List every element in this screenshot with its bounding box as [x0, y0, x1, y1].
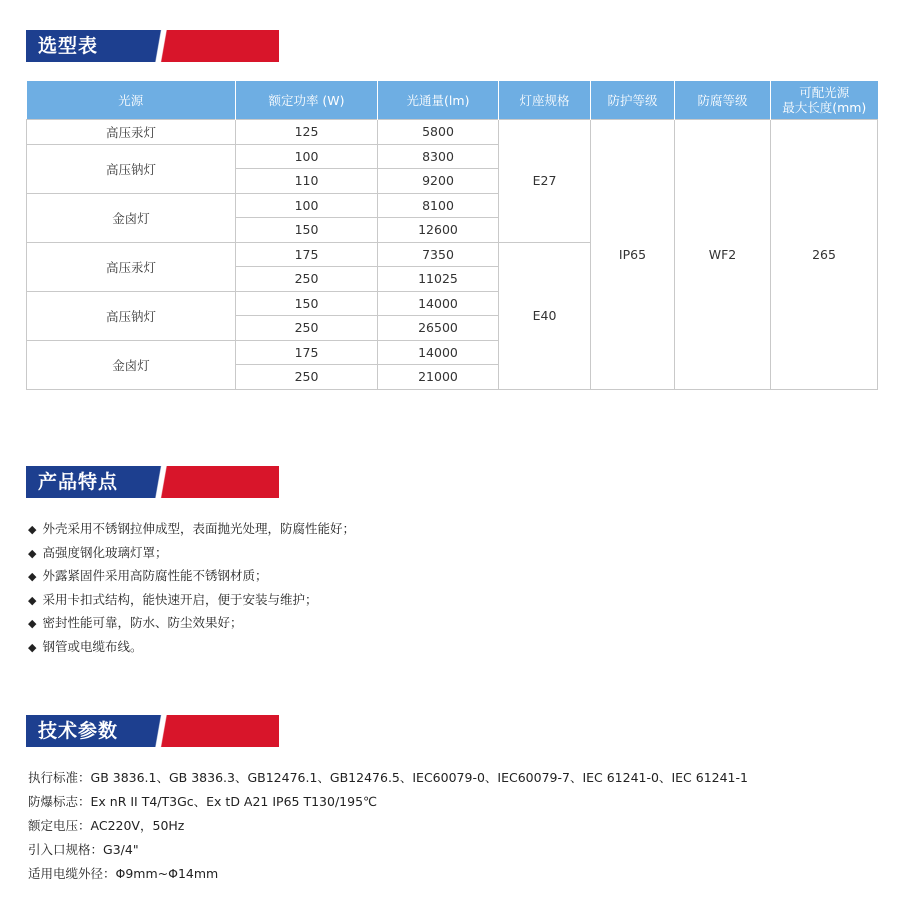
diamond-bullet-icon: ◆ [28, 593, 37, 607]
cell-source: 高压钠灯 [27, 144, 236, 193]
diamond-bullet-icon: ◆ [28, 523, 37, 536]
section-header-tech-params [26, 715, 279, 747]
cell-power: 110 [236, 169, 378, 194]
diamond-bullet-icon: ◆ [28, 640, 37, 654]
list-item [28, 588, 355, 612]
feature-text: 外壳采用不锈钢拉伸成型，表面抛光处理，防腐性能好； [42, 521, 355, 536]
col-header-source: 光源 [27, 81, 236, 120]
cell-max-length: 265 [771, 120, 878, 390]
cell-source: 金卤灯 [27, 193, 236, 242]
section-title: 技术参数 [38, 720, 119, 742]
tech-value: Φ9mm~Φ14mm [115, 866, 219, 881]
tech-row-voltage [28, 814, 748, 838]
cell-power: 175 [236, 340, 378, 365]
feature-text: 钢管或电缆布线。 [42, 638, 143, 654]
tech-value: GB 3836.1、GB 3836.3、GB12476.1、GB12476.5、IEC60079-0、IEC60079-7、IEC 61241-0、IEC 61241-1 [90, 770, 748, 785]
list-item [28, 564, 355, 588]
diamond-bullet-icon: ◆ [28, 570, 37, 583]
tech-label: 额定电压： [28, 818, 91, 833]
cell-flux: 9200 [378, 169, 499, 194]
tech-label: 适用电缆外径： [28, 866, 116, 881]
list-item [28, 517, 355, 541]
diamond-bullet-icon: ◆ [28, 546, 37, 560]
list-item [28, 635, 355, 659]
cell-power: 125 [236, 120, 378, 145]
table-header-row [27, 81, 878, 120]
feature-text: 外露紧固件采用高防腐性能不锈钢材质； [42, 568, 268, 583]
section-header-features [26, 466, 279, 498]
cell-flux: 26500 [378, 316, 499, 341]
cell-power: 150 [236, 291, 378, 316]
cell-power: 250 [236, 365, 378, 390]
features-list [28, 517, 355, 658]
cell-power: 175 [236, 242, 378, 267]
table-row [27, 120, 878, 145]
cell-base-e40: E40 [499, 242, 591, 389]
cell-flux: 5800 [378, 120, 499, 145]
section-header-selection-table [26, 30, 279, 62]
col-header-max-length-line2: 最大长度(mm) [782, 100, 867, 115]
tech-value: Ex nR II T4/T3Gc、Ex tD A21 IP65 T130/195℃ [90, 794, 378, 809]
tech-label: 防爆标志： [28, 794, 91, 809]
tech-value: G3/4" [103, 842, 139, 857]
list-item [28, 541, 355, 565]
cell-protection: IP65 [591, 120, 675, 390]
cell-power: 250 [236, 316, 378, 341]
cell-power: 250 [236, 267, 378, 292]
cell-flux: 7350 [378, 242, 499, 267]
diamond-bullet-icon: ◆ [28, 617, 37, 630]
col-header-power: 额定功率 (W) [236, 81, 378, 120]
tech-params [28, 766, 748, 886]
cell-flux: 14000 [378, 340, 499, 365]
cell-source: 高压钠灯 [27, 291, 236, 340]
tech-row-entry [28, 838, 748, 862]
col-header-max-length [771, 81, 878, 120]
tech-label: 引入口规格： [28, 842, 104, 857]
cell-power: 100 [236, 193, 378, 218]
cell-flux: 12600 [378, 218, 499, 243]
cell-power: 100 [236, 144, 378, 169]
cell-flux: 11025 [378, 267, 499, 292]
selection-table [26, 81, 878, 390]
cell-source: 金卤灯 [27, 340, 236, 389]
cell-flux: 8100 [378, 193, 499, 218]
feature-text: 密封性能可靠，防水、防尘效果好； [42, 615, 243, 630]
feature-text: 高强度钢化玻璃灯罩； [42, 544, 168, 560]
feature-text: 采用卡扣式结构，能快速开启，便于安装与维护； [42, 591, 318, 607]
list-item [28, 611, 355, 635]
col-header-protection: 防护等级 [591, 81, 675, 120]
tech-value: AC220V，50Hz [90, 818, 185, 833]
cell-source: 高压汞灯 [27, 242, 236, 291]
cell-power: 150 [236, 218, 378, 243]
tech-label: 执行标准： [28, 770, 91, 785]
section-title: 产品特点 [38, 471, 119, 493]
col-header-base: 灯座规格 [499, 81, 591, 120]
cell-flux: 8300 [378, 144, 499, 169]
tech-row-standard [28, 766, 748, 790]
col-header-corrosion: 防腐等级 [675, 81, 771, 120]
cell-source: 高压汞灯 [27, 120, 236, 145]
cell-flux: 21000 [378, 365, 499, 390]
tech-row-cable [28, 862, 748, 886]
cell-base-e27: E27 [499, 120, 591, 243]
cell-corrosion: WF2 [675, 120, 771, 390]
section-title: 选型表 [38, 35, 99, 57]
tech-row-ex-marking [28, 790, 748, 814]
col-header-flux: 光通量(lm) [378, 81, 499, 120]
col-header-max-length-line1: 可配光源 [799, 85, 850, 100]
cell-flux: 14000 [378, 291, 499, 316]
